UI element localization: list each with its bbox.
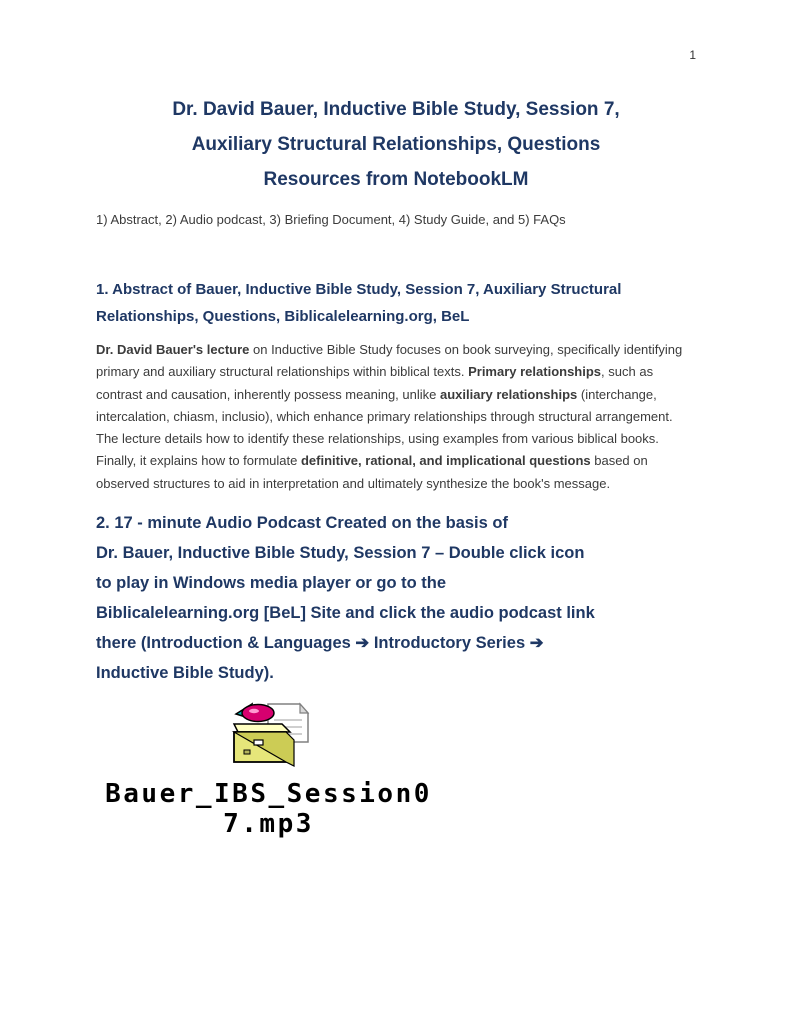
heading-line: Inductive Bible Study). bbox=[96, 664, 274, 683]
text-run: definitive, rational, and implicational questions bbox=[300, 453, 591, 469]
text-run: auxiliary relationships bbox=[439, 386, 578, 402]
text-run: Dr. David Bauer's lecture bbox=[96, 342, 250, 357]
section1-heading: 1. Abstract of Bauer, Inductive Bible Study, Session 7, Auxiliary Structural Relationships, Questions, Biblicalelearning.org, BeL bbox=[96, 281, 622, 325]
resources-list-line: 1) Abstract, 2) Audio podcast, 3) Briefing Document, 4) Study Guide, and 5) FAQs bbox=[96, 212, 566, 227]
heading-line: 2. 17 - minute Audio Podcast Created on the basis of bbox=[96, 514, 508, 533]
title-line: Dr. David Bauer, Inductive Bible Study, Session 7, bbox=[172, 99, 620, 120]
text-run: on Inductive Bible Study focuses on book surveying, specifically identifying primary and auxiliary structural relationships within biblical texts. bbox=[96, 342, 683, 380]
document-title bbox=[96, 92, 696, 197]
heading-line: Dr. Bauer, Inductive Bible Study, Session 7 – Double click icon bbox=[96, 544, 585, 563]
text-run: , such as contrast and causation, inherently possess meaning, unlike bbox=[96, 364, 654, 402]
text-run: (interchange, intercalation, chiasm, inclusio), which enhance primary relationships through structural arrangement. The lecture details how to identify these relationships, using examples from various biblical books. Finally, it explains how to formulate bbox=[96, 386, 673, 469]
page-content bbox=[96, 48, 696, 839]
title-line: Resources from NotebookLM bbox=[263, 169, 529, 190]
audio-attachment bbox=[96, 700, 441, 839]
heading-line: Biblicalelearning.org [BeL] Site and click the audio podcast link bbox=[96, 604, 595, 623]
heading-line: to play in Windows media player or go to the bbox=[96, 574, 447, 593]
filename-line: 7.mp3 bbox=[223, 809, 314, 840]
filename-line: Bauer_IBS_Session0 bbox=[105, 779, 432, 810]
audio-media-file-icon[interactable] bbox=[216, 700, 312, 777]
page-number: 1 bbox=[689, 48, 696, 62]
abstract-paragraph bbox=[96, 339, 696, 495]
filename-label bbox=[96, 779, 441, 839]
section2-heading bbox=[96, 508, 696, 688]
title-line: Auxiliary Structural Relationships, Questions bbox=[191, 134, 601, 155]
heading-line: there (Introduction & Languages ➔ Introductory Series ➔ bbox=[96, 634, 544, 653]
text-run: based on observed structures to aid in interpretation and ultimately synthesize the book's message. bbox=[96, 453, 648, 491]
text-run: Primary relationships bbox=[468, 364, 602, 380]
